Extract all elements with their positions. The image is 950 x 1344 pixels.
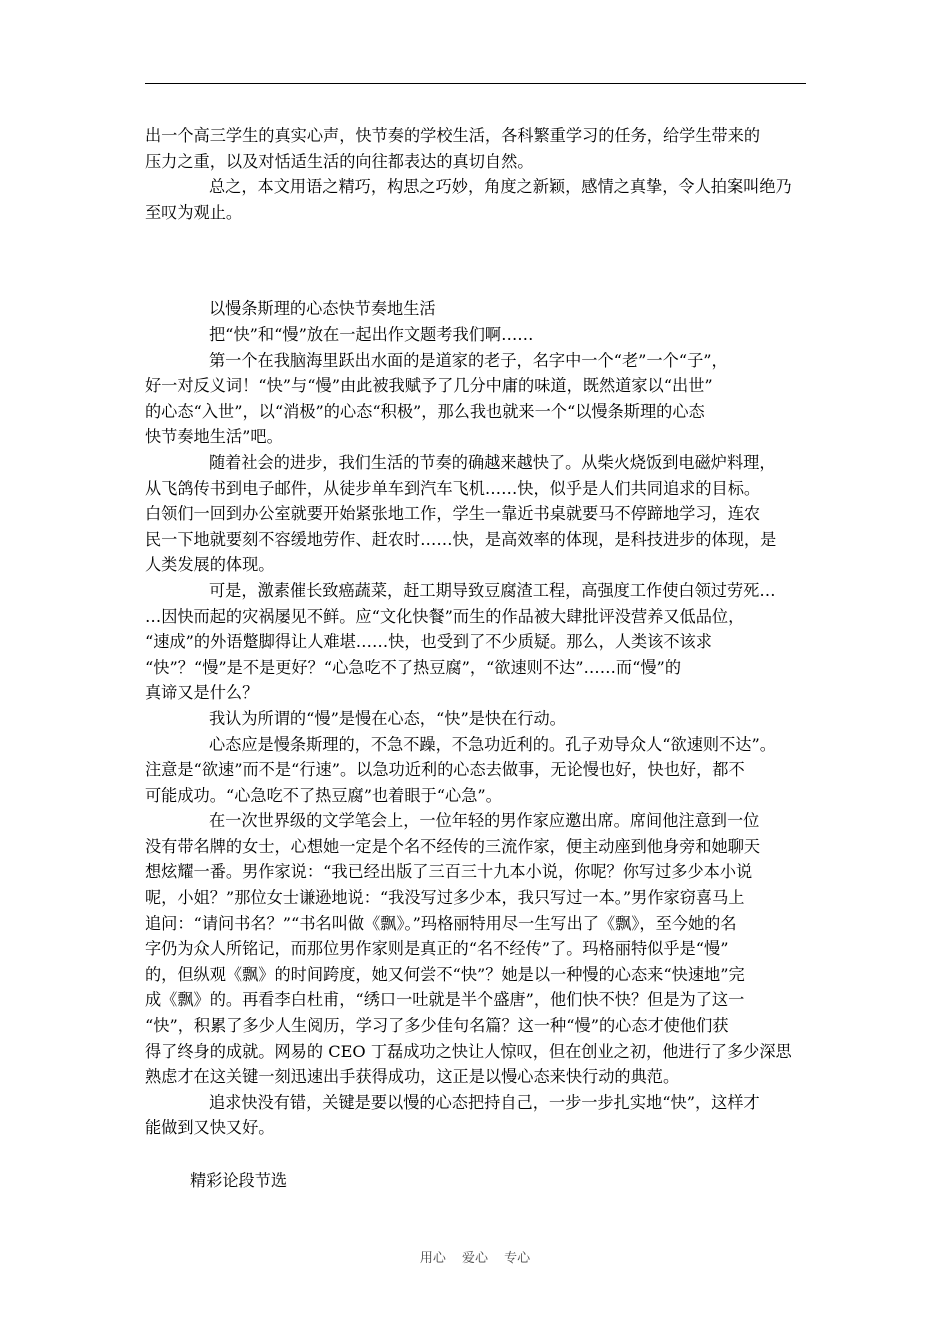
footer-word: 用心 [419, 1251, 446, 1266]
text-line: 成《飘》的。再看李白杜甫，“绣口一吐就是半个盛唐”，他们快不快？但是为了这一 [145, 990, 745, 1010]
page-footer [0, 1247, 950, 1266]
text-line: …因快而起的灾祸屡见不鲜。应“文化快餐”而生的作品被大肆批评没营养又低品位， [145, 606, 745, 626]
text-line: 从飞鸽传书到电子邮件，从徒步单车到汽车飞机……快，似乎是人们共同追求的目标。 [145, 478, 761, 498]
header-rule [145, 83, 806, 84]
text-line: 出一个高三学生的真实心声，快节奏的学校生活，各科繁重学习的任务，给学生带来的 [145, 126, 761, 145]
footer-word: 专心 [504, 1251, 531, 1266]
text-line: 第一个在我脑海里跃出水面的是道家的老子，名字中一个“老”一个“子”， [209, 350, 728, 370]
text-line: 字仍为众人所铭记，而那位男作家则是真正的“名不经传”了。玛格丽特似乎是“慢” [145, 939, 729, 959]
text-line: 总之，本文用语之精巧，构思之巧妙，角度之新颖，感情之真挚，令人拍案叫绝乃 [209, 177, 792, 197]
text-line: 熟虑才在这关键一刻迅速出手获得成功，这正是以慢心态来快行动的典范。 [145, 1067, 680, 1087]
section-heading: 精彩论段节选 [190, 1171, 288, 1190]
text-line: 可能成功。“心急吃不了热豆腐”也着眼于“心急”。 [145, 785, 502, 805]
text-line: 想炫耀一番。男作家说：“我已经出版了三百三十九本小说，你呢？你写过多少本小说 [145, 862, 753, 882]
text-line: 得了终身的成就。网易的 CEO 丁磊成功之快让人惊叹，但在创业之初，他进行了多少深思 [145, 1041, 792, 1061]
text-line: 民一下地就要刻不容缓地劳作、赶农时……快，是高效率的体现，是科技进步的体现，是 [145, 529, 777, 549]
text-line: 心态应是慢条斯理的，不急不躁，不急功近利的。孔子劝导众人“欲速则不达”。 [209, 734, 776, 754]
text-line: 没有带名牌的女士，心想她一定是个名不经传的三流作家，便主动座到他身旁和她聊天 [145, 836, 761, 856]
essay-title: 以慢条斯理的心态快节奏地生活 [209, 299, 436, 318]
text-line: 注意是“欲速”而不是“行速”。以急功近利的心态去做事，无论慢也好，快也好，都不 [145, 760, 745, 780]
text-line: “速成”的外语蹩脚得让人难堪……快，也受到了不少质疑。那么，人类该不该求 [145, 632, 712, 652]
footer-word: 爱心 [461, 1251, 488, 1266]
text-line: 的，但纵观《飘》的时间跨度，她又何尝不“快”？她是以一种慢的心态来“快速地”完 [145, 964, 745, 984]
essay-body [145, 322, 806, 1141]
text-line: “快”，积累了多少人生阅历，学习了多少佳句名篇？这一种“慢”的心态才使他们获 [145, 1016, 729, 1036]
text-line: 把“快”和“慢”放在一起出作文题考我们啊…… [209, 325, 534, 344]
text-line: 压力之重，以及对恬适生活的向往都表达的真切自然。 [145, 151, 534, 171]
text-line: 快节奏地生活”吧。 [145, 427, 283, 447]
text-line: 在一次世界级的文学笔会上，一位年轻的男作家应邀出席。席间他注意到一位 [209, 811, 760, 831]
text-line: 至叹为观止。 [145, 202, 243, 222]
text-line: 好一对反义词！“快”与“慢”由此被我赋予了几分中庸的味道，既然道家以“出世” [145, 376, 713, 396]
text-line: 能做到又快又好。 [145, 1118, 275, 1138]
text-line: 可是，激素催长致癌蔬菜，赶工期导致豆腐渣工程，高强度工作使白领过劳死… [209, 580, 776, 600]
text-line: “快”？“慢”是不是更好？“心急吃不了热豆腐”，“欲速则不达”……而“慢”的 [145, 657, 682, 677]
text-line: 真谛又是什么？ [145, 683, 259, 703]
top-paragraphs [145, 123, 806, 225]
text-line: 呢，小姐？”那位女士谦逊地说：“我没写过多少本，我只写过一本。”男作家窃喜马上 [145, 888, 745, 908]
text-line: 追问：“请问书名？”“书名叫做《飘》。”玛格丽特用尽一生写出了《飘》，至今她的名 [145, 913, 737, 933]
text-line: 白领们一回到办公室就要开始紧张地工作，学生一靠近书桌就要马不停蹄地学习，连农 [145, 504, 761, 524]
text-line: 我认为所谓的“慢”是慢在心态，“快”是快在行动。 [209, 708, 566, 728]
text-line: 随着社会的进步，我们生活的节奏的确越来越快了。从柴火烧饭到电磁炉料理， [209, 452, 776, 472]
text-line: 的心态“入世”，以“消极”的心态“积极”，那么我也就来一个“以慢条斯理的心态 [145, 401, 705, 421]
text-line: 人类发展的体现。 [145, 555, 275, 575]
text-line: 追求快没有错，关键是要以慢的心态把持自己，一步一步扎实地“快”，这样才 [209, 1092, 760, 1112]
